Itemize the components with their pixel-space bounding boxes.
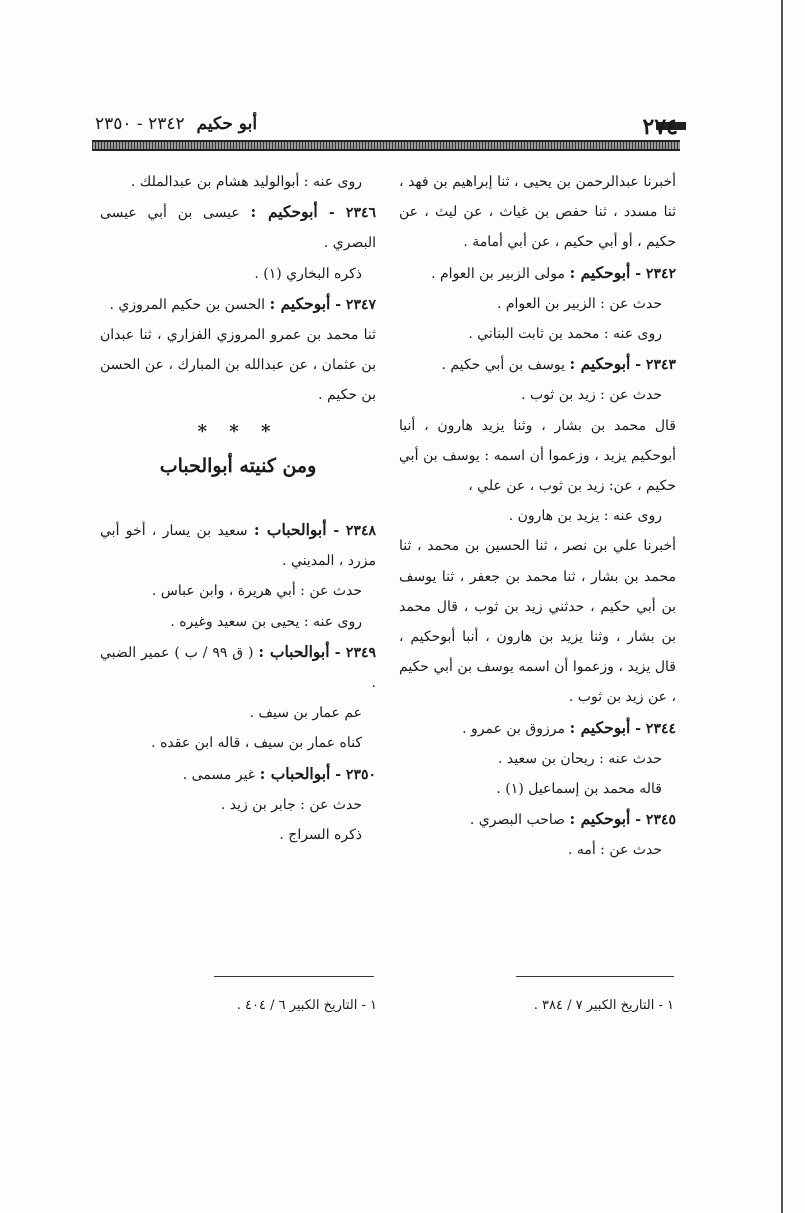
entry-text: ( ق ٩٩ / ب ) عمير الضبي .: [100, 644, 376, 692]
page-number: ٢٧٤: [642, 114, 678, 140]
entry-text: أخبرنا عبدالرحمن بن يحيى ، ثنا إبراهيم بن فهد ، ثنا مسدد ، ثنا حفص بن غياث ، عن ليث ، عن حكيم ، أو أبي حكيم ، عن أبي أمامة .: [399, 174, 676, 251]
entry-number: ٢٣٤٤ -: [630, 720, 676, 737]
text-line: [399, 501, 676, 531]
header-rule: [92, 140, 680, 151]
text-line: [399, 167, 676, 258]
entry-text: صاحب البصري .: [469, 812, 570, 829]
entry-kunya: أبوالحباب :: [259, 763, 331, 783]
footnote-rule-left: [214, 976, 374, 977]
entry-number: ٢٣٤٥ -: [630, 812, 676, 829]
text-line: [399, 380, 676, 410]
entry-text: ثنا محمد بن عمرو المروزي الفزاري ، ثنا عبدان بن عثمان ، عن عبدالله بن المبارك ، عن الحسن بن حكيم .: [100, 327, 376, 404]
entry-text: حدث عن : زيد بن ثوب .: [521, 387, 662, 404]
entry-kunya: أبوحكيم :: [569, 354, 631, 374]
text-line: [100, 320, 376, 411]
text-line: [399, 744, 676, 774]
entry-text: عم عمار بن سيف .: [249, 705, 362, 722]
entry-text: كناه عمار بن سيف ، قاله ابن عقده .: [151, 735, 362, 752]
text-line: [399, 319, 676, 349]
entry-kunya: أبوالحباب :: [253, 520, 327, 540]
entry-text: يوسف بن أبي حكيم .: [441, 357, 570, 374]
entry-text: روى عنه : يحيى بن سعيد وغيره .: [170, 613, 362, 630]
text-line: [100, 790, 376, 820]
entry-heading: [399, 804, 676, 835]
left-column: [100, 167, 376, 850]
running-title: [95, 114, 257, 134]
entry-text: حدث عن : الزبير بن العوام .: [496, 295, 662, 312]
entry-text: أخبرنا علي بن نصر ، ثنا الحسين بن محمد ، ثنا محمد بن بشار ، ثنا محمد بن جعفر ، ثنا يوسف بن أبي حكيم ، حدثني زيد بن ثوب ، قال محمد بن بشار ، وثنا يزيد بن هارون ، أنبا أبوحكيم ، قال يزيد ، وزعموا أن اسمه يوسف بن أبي حكيم ، عن زيد بن ثوب .: [399, 538, 676, 706]
running-title-text: أبو حكيم: [196, 114, 258, 134]
entry-text: ذكره السراج .: [279, 827, 362, 844]
entry-heading: [399, 349, 676, 380]
entry-text: روى عنه : أبوالوليد هشام بن عبدالملك .: [130, 174, 362, 190]
entry-text: حدث عن : جابر بن زيد .: [220, 796, 362, 813]
text-line: [399, 289, 676, 319]
entry-text: مولى الزبير بن العوام .: [431, 265, 570, 282]
entry-text: روى عنه : يزيد بن هارون .: [508, 508, 662, 525]
entry-text: سعيد بن يسار ، أخو أبي مزرد ، المديني .: [100, 523, 376, 570]
left-column-top: [100, 167, 376, 411]
entry-kunya: أبوحكيم :: [569, 809, 631, 829]
entry-kunya: أبوحكيم :: [569, 262, 631, 282]
entry-number: ٢٣٤٧ -: [330, 296, 376, 313]
entry-text: ذكره البخاري (١) .: [254, 265, 362, 282]
entry-heading: [100, 289, 376, 320]
entry-text: حدث عن : أبي هريرة ، وابن عباس .: [151, 583, 362, 600]
entry-text: غير مسمى .: [182, 766, 260, 783]
text-line: [100, 167, 376, 197]
text-line: [100, 607, 376, 637]
left-column-bottom: [100, 515, 376, 850]
entry-text: روى عنه : محمد بن ثابت البناني .: [468, 326, 662, 343]
entry-heading: [100, 197, 376, 258]
entry-number: ٢٣٤٢ -: [630, 265, 676, 282]
entry-kunya: أبوالحباب :: [258, 641, 330, 661]
footnote-left: ١ - التاريخ الكبير ٦ / ٤٠٤ .: [236, 998, 377, 1013]
entry-number: ٢٣٥٠ -: [330, 766, 376, 783]
entry-number: ٢٣٤٩ -: [329, 644, 376, 661]
text-line: [399, 774, 676, 804]
entry-text: قاله محمد بن إسماعيل (١) .: [496, 781, 662, 798]
entry-kunya: أبوحكيم :: [250, 202, 318, 222]
entry-heading: [399, 713, 676, 744]
page-edge: [781, 0, 783, 1213]
entry-text: عيسى بن أبي عيسى البصري .: [100, 205, 376, 252]
entry-heading: [100, 759, 376, 790]
page-header: [95, 112, 678, 142]
text-line: [100, 728, 376, 758]
entry-text: حدث عنه : ريحان بن سعيد .: [498, 750, 662, 767]
text-line: [399, 835, 676, 865]
footnote-right: ١ - التاريخ الكبير ٧ / ٣٨٤ .: [533, 998, 674, 1013]
text-line: [399, 411, 676, 502]
entry-number: ٢٣٤٣ -: [630, 357, 676, 374]
entry-kunya: أبوحكيم :: [569, 717, 631, 737]
entry-number: ٢٣٤٨ -: [326, 523, 376, 540]
entry-range: ٢٣٤٢ - ٢٣٥٠: [95, 114, 185, 134]
entry-heading: [100, 515, 376, 576]
text-line: [100, 259, 376, 289]
text-line: [399, 531, 676, 712]
footnote-rule-right: [516, 976, 674, 977]
text-line: [100, 820, 376, 850]
entry-kunya: أبوحكيم :: [269, 293, 331, 313]
entry-text: الحسن بن حكيم المروزي .: [109, 296, 270, 313]
entry-heading: [399, 258, 676, 289]
section-title: ومن كنيته أبوالحباب: [159, 454, 317, 477]
text-line: [100, 576, 376, 606]
entry-text: حدث عن : أمه .: [567, 842, 662, 859]
entry-number: ٢٣٤٦ -: [317, 205, 376, 222]
entry-text: مرزوق بن عمرو .: [462, 720, 570, 737]
entry-heading: [100, 637, 376, 698]
right-column: [399, 167, 676, 866]
text-line: [100, 698, 376, 728]
entry-text: قال محمد بن بشار ، وثنا يزيد هارون ، أنبا أبوحكيم يزيد ، وزعموا أن اسمه : يوسف بن أبي حكيم ، عن: زيد بن ثوب ، عن علي ،: [399, 417, 676, 495]
separator-stars: * * *: [197, 420, 279, 442]
